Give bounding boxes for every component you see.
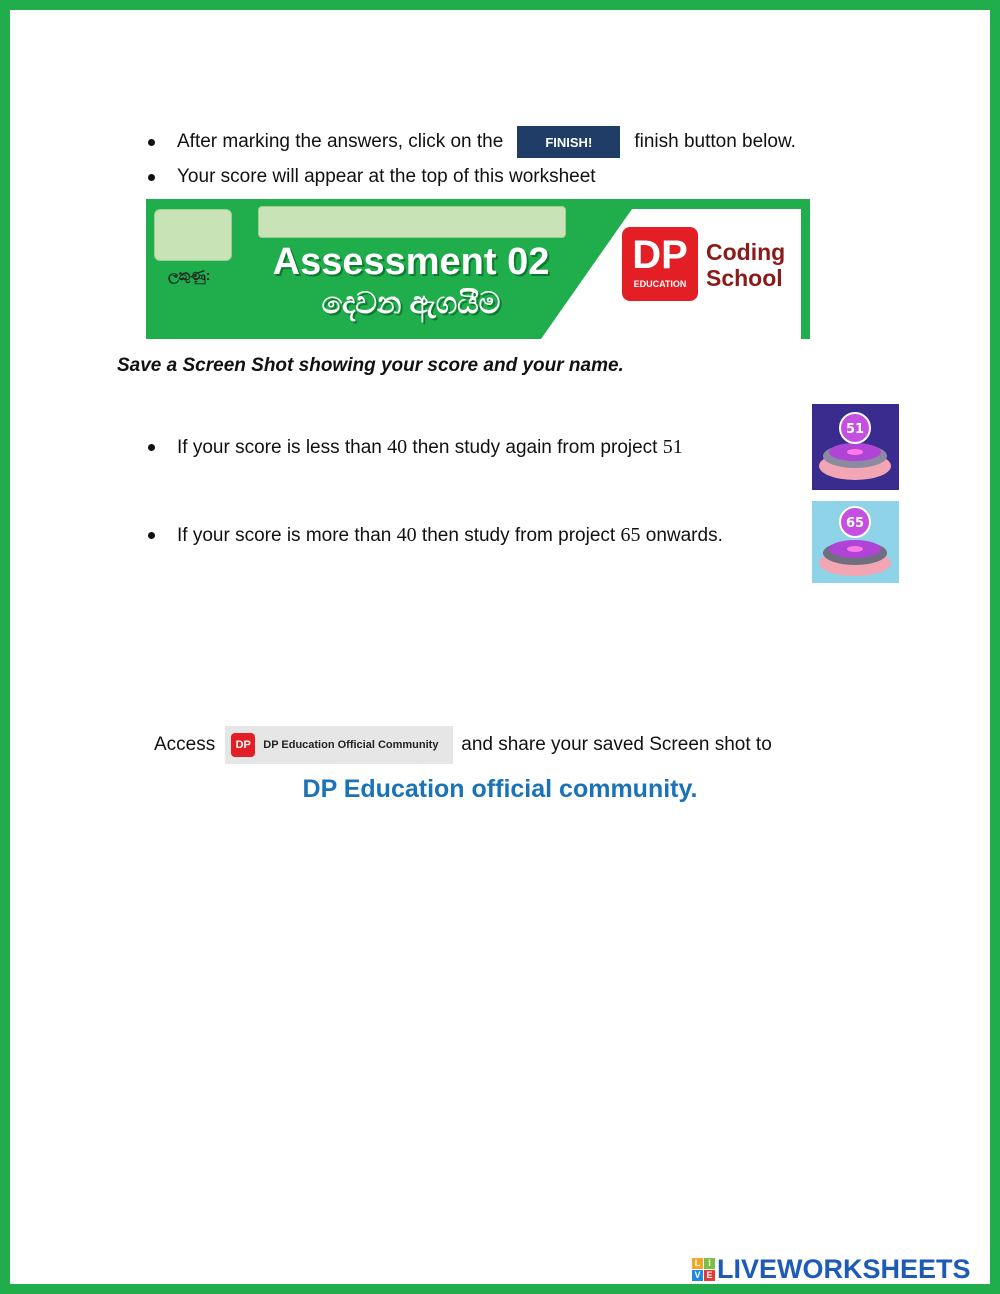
coding-school-label bbox=[706, 239, 785, 291]
logo-edu-text: EDUCATION bbox=[633, 279, 687, 289]
share-text: and share your saved Screen shot to bbox=[461, 734, 772, 755]
school-text: School bbox=[706, 265, 783, 291]
project-51-thumbnail bbox=[812, 404, 899, 490]
assessment-title: Assessment 02 bbox=[272, 241, 550, 283]
instruction-text: Your score will appear at the top of this worksheet bbox=[177, 166, 596, 187]
instruction-score bbox=[148, 166, 596, 188]
access-text: Access bbox=[154, 734, 216, 755]
instruction-text: finish button below. bbox=[634, 131, 796, 152]
name-input-box[interactable] bbox=[258, 206, 566, 238]
access-community-row bbox=[154, 726, 772, 764]
score-label: ලකුණු: bbox=[168, 267, 211, 283]
liveworksheets-logo bbox=[692, 1254, 971, 1285]
bullet-icon bbox=[148, 139, 155, 146]
liveworksheets-text: LIVEWORKSHEETS bbox=[717, 1254, 971, 1284]
dp-community-button[interactable] bbox=[225, 726, 453, 764]
dp-education-logo bbox=[622, 227, 698, 301]
logo-dp-text: DP bbox=[632, 233, 688, 277]
project-65-badge: 65 bbox=[845, 516, 865, 531]
project-65-thumbnail bbox=[812, 501, 899, 583]
score-box bbox=[154, 209, 232, 261]
assessment-subtitle: දෙවන ඇගයීම bbox=[321, 287, 501, 320]
project-button-icon bbox=[812, 404, 899, 490]
rule-more-than bbox=[148, 524, 723, 547]
dp-logo-icon: DP bbox=[231, 733, 255, 757]
rule-text: If your score is more than 40 then study from project 65 onwards. bbox=[177, 524, 723, 546]
project-button-icon bbox=[812, 501, 899, 583]
bullet-icon bbox=[148, 444, 155, 451]
rule-text: If your score is less than 40 then study again from project 51 bbox=[177, 436, 683, 458]
liveworksheets-icon: L I V E bbox=[692, 1258, 715, 1281]
save-screenshot-note: Save a Screen Shot showing your score and your name. bbox=[117, 355, 624, 376]
community-button-label: DP Education Official Community bbox=[263, 739, 439, 751]
instruction-finish bbox=[148, 126, 796, 158]
instruction-text: After marking the answers, click on the bbox=[177, 131, 504, 152]
rule-less-than bbox=[148, 436, 683, 459]
community-link[interactable]: DP Education official community. bbox=[302, 775, 698, 803]
bullet-icon bbox=[148, 174, 155, 181]
project-51-badge: 51 bbox=[845, 422, 865, 437]
assessment-banner bbox=[146, 199, 810, 339]
coding-text: Coding bbox=[706, 239, 786, 265]
finish-button[interactable]: FINISH! bbox=[517, 126, 620, 158]
bullet-icon bbox=[148, 532, 155, 539]
